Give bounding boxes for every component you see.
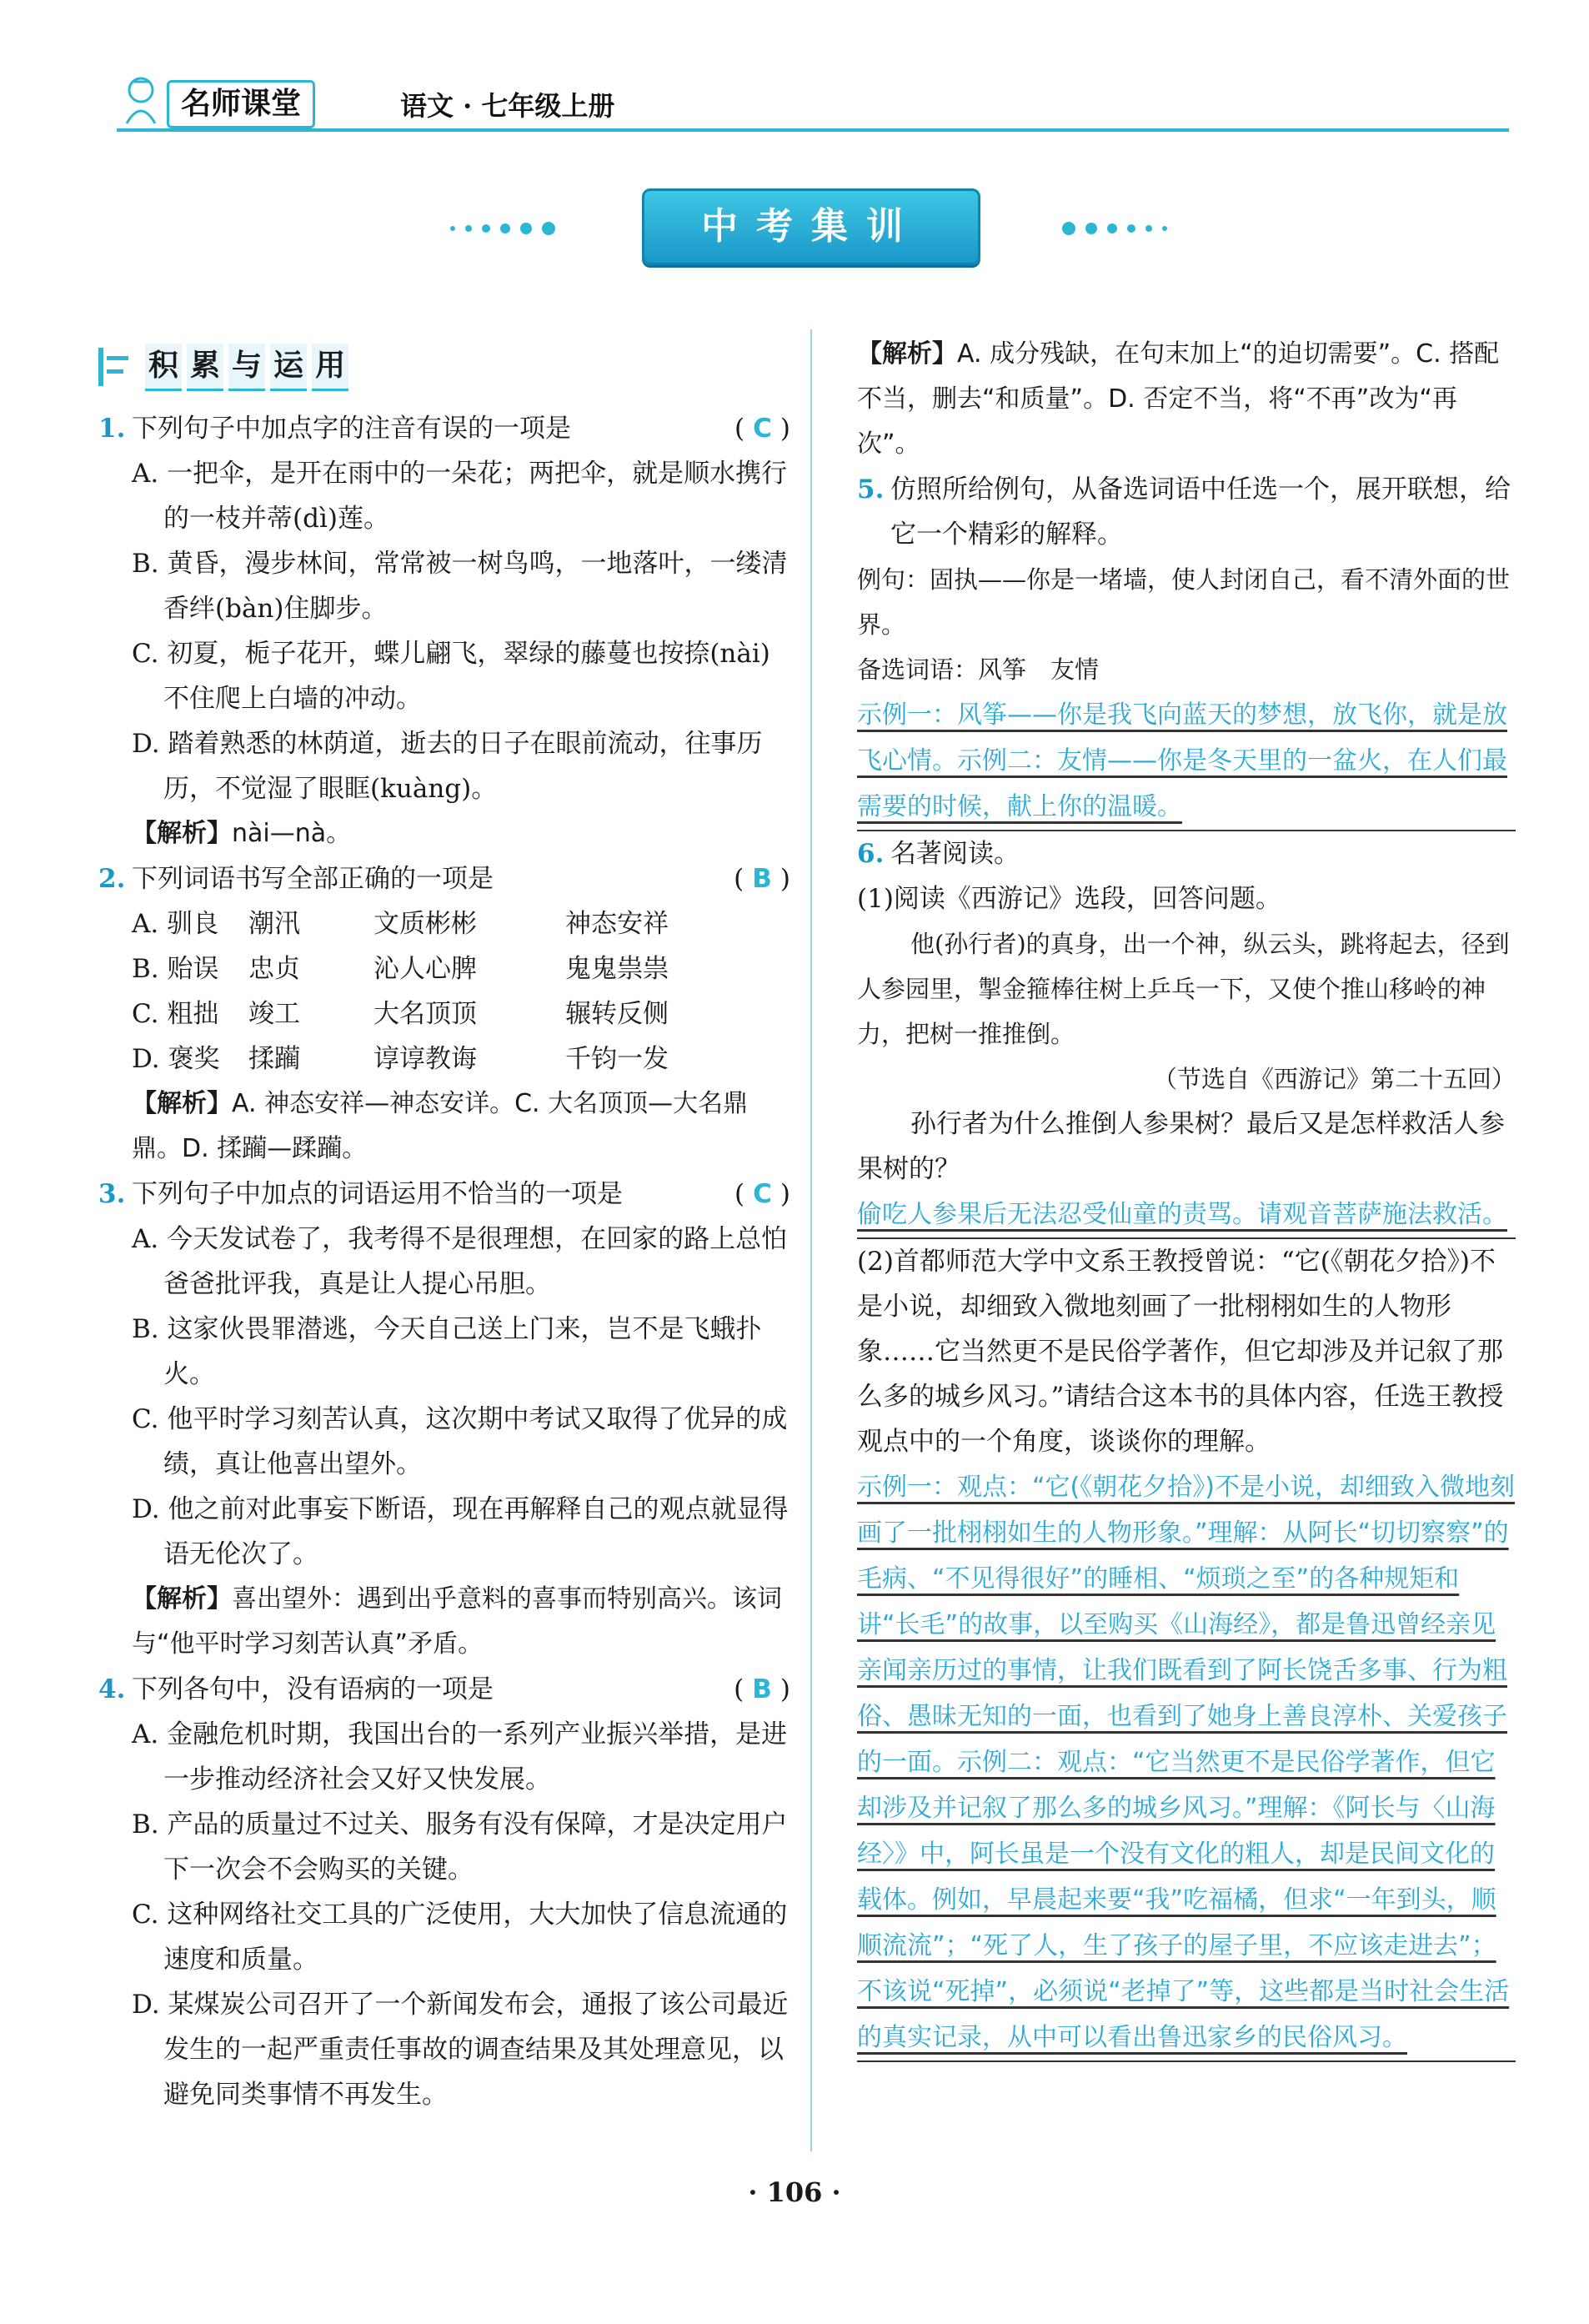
option: D. 他之前对此事妄下断语，现在再解释自己的观点就显得语无伦次了。 [132,1494,789,1569]
question-stem: 下列句子中加点字的注音有误的一项是 [132,414,571,444]
option: D. 踏着熟悉的林荫道，逝去的日子在眼前流动，往事历历，不觉湿了眼眶(kuàng)。 [132,729,763,804]
option: A. 一把伞，是开在雨中的一朵花；两把伞，就是顺水携行的一枝并蒂(dì)莲。 [132,459,788,534]
answer-text: 示例一：风筝——你是我飞向蓝天的梦想，放飞你，就是放飞心情。示例二：友情——你是冬天里的一盆火，在人们最需要的时候，献上你的温暖。 [857,700,1507,821]
section-char: 与 [228,344,265,391]
subject-title: 语文 · 七年级上册 [400,90,615,122]
question-number: 3. [98,1179,126,1209]
example-sentence: 例句：固执——你是一堵墙，使人封闭自己，看不清外面的世界。 [857,565,1511,639]
answer-letter: C [753,1179,772,1209]
question-number: 6. [857,839,885,869]
passage-question: 孙行者为什么推倒人参果树？最后又是怎样救活人参果树的？ [857,1109,1505,1184]
question-5 [857,467,1516,557]
section-banner [450,185,1167,269]
answer-slot: ( B ) [734,864,790,894]
answer-slot: ( B ) [734,1674,790,1704]
sub-question-2: (2)首都师范大学中文系王教授曾说：“它(《朝花夕拾》)不是小说，却细致入微地刻画了一批栩栩如生的人物形象……它当然更不是民俗学著作，但它却涉及并记叙了那么多的城乡风习。”请结合这本书的具体内容，任选王教授观点中的一个角度，谈谈你的理解。 [857,1247,1504,1457]
question-number: 2. [98,864,126,894]
section-char: 运 [270,344,307,391]
page-number: · 106 · [748,2176,841,2208]
left-column [98,338,790,2117]
question-3 [98,1172,790,1217]
question-stem: 下列句子中加点的词语运用不恰当的一项是 [132,1179,623,1209]
right-column [857,332,1516,2062]
option: C. 他平时学习刻苦认真，这次期中考试又取得了优异的成绩，真让他喜出望外。 [132,1404,788,1479]
option: A. 今天发试卷了，我考得不是很理想，在回家的路上总怕爸爸批评我，真是让人提心吊胆。 [132,1224,788,1299]
word-option-row: D. 褒奖 揉躏 谆谆教诲 千钧一发 [132,1044,669,1074]
analysis: 【解析】nài—nà。 [132,819,352,848]
question-6 [857,831,1516,876]
analysis: 【解析】A. 神态安祥—神态安详。C. 大名顶顶—大名鼎鼎。D. 揉躏—蹂躏。 [132,1089,749,1163]
section-char: 积 [145,344,182,391]
question-stem: 仿照所给例句，从备选词语中任选一个，展开联想，给它一个精彩的解释。 [890,474,1511,550]
answer-letter: B [752,1674,772,1704]
column-divider [810,329,812,2151]
header-rule [117,128,1509,132]
option: A. 金融危机时期，我国出台的一系列产业振兴举措，是进一步推动经济社会又好又快发展。 [132,1719,788,1794]
question-1 [98,406,790,451]
page-header [117,73,1509,132]
passage-source: （节选自《西游记》第二十五回） [1152,1065,1516,1093]
option: C. 这种网络社交工具的广泛使用，大大加快了信息流通的速度和质量。 [132,1900,788,1975]
answer-text: 偷吃人参果后无法忍受仙童的责骂。请观音菩萨施法救活。 [857,1200,1507,1229]
question-stem: 名著阅读。 [890,839,1020,869]
option: D. 某煤炭公司召开了一个新闻发布会，通报了该公司最近发生的一起严重责任事故的调查结果及其处理意见，以避免同类事情不再发生。 [132,1990,789,2110]
mascot-icon [117,73,165,125]
section-char: 累 [187,344,223,391]
question-number: 4. [98,1674,126,1704]
banner-title: 中考集训 [642,188,980,265]
answer-slot: ( C ) [734,414,790,444]
word-option-row: B. 贻误 忠贞 沁人心脾 鬼鬼祟祟 [132,954,669,984]
analysis: 【解析】A. 成分残缺，在句末加上“的迫切需要”。C. 搭配不当，删去“和质量”。D. 否定不当，将“不再”改为“再次”。 [857,339,1500,459]
option: B. 黄昏，漫步林间，常常被一树鸟鸣，一地落叶，一缕清香绊(bàn)住脚步。 [132,549,788,624]
banner-dots-left [450,222,555,235]
answer-slot: ( C ) [734,1179,790,1209]
brand-logo: 名师课堂 [167,80,315,128]
answer-letter: C [753,414,772,444]
question-stem: 下列各句中，没有语病的一项是 [132,1674,494,1704]
sub-question-1: (1)阅读《西游记》选段，回答问题。 [857,884,1281,914]
question-4 [98,1667,790,1712]
option: B. 这家伙畏罪潜逃，今天自己送上门来，岂不是飞蛾扑火。 [132,1314,762,1389]
option: B. 产品的质量过不过关、服务有没有保障，才是决定用户下一次会不会购买的关键。 [132,1810,788,1885]
word-option-row: A. 驯良 潮汛 文质彬彬 神态安祥 [132,909,669,939]
question-number: 1. [98,414,126,444]
answer-text: 示例一：观点：“它(《朝花夕拾》)不是小说，却细致入微地刻画了一批栩栩如生的人物形象。”理解：从阿长“切切察察”的毛病、“不见得很好”的睡相、“烦琐之至”的各种规矩和讲“长毛”的故事，以至购买《山海经》，都是鲁迅曾经亲见亲闻亲历过的事情，让我们既看到了阿长饶舌多事、行为粗俗、愚昧无知的一面，也看到了她身上善良淳朴、关爱孩子的一面。示例二：观点：“它当然更不是民俗学著作，但它却涉及并记叙了那么多的城乡风习。”理解：《阿长与〈山海经〉》中，阿长虽是一个没有文化的粗人，却是民间文化的载体。例如，早晨起来要“我”吃福橘，但求“一年到头，顺顺流流”；“死了人，生了孩子的屋子里，不应该走进去”；不该说“死掉”，必须说“老掉了”等，这些都是当时社会生活的真实记录，从中可以看出鲁迅家乡的民俗风习。 [857,1473,1515,2052]
answer-block [857,1464,1516,2062]
answer-block [857,1192,1516,1239]
analysis: 【解析】喜出望外：遇到出乎意料的喜事而特别高兴。该词与“他平时学习刻苦认真”矛盾。 [132,1584,782,1659]
answer-letter: B [752,864,772,894]
question-stem: 下列词语书写全部正确的一项是 [132,864,494,894]
candidate-words: 备选词语：风筝 友情 [857,655,1100,684]
banner-dots-right [1062,222,1167,235]
question-number: 5. [857,474,885,504]
word-option-row: C. 粗拙 竣工 大名顶顶 辗转反侧 [132,999,669,1029]
book-icon [98,348,132,386]
section-heading [98,338,790,396]
option: C. 初夏，栀子花开，蝶儿翩飞，翠绿的藤蔓也按捺(nài)不住爬上白墙的冲动。 [132,639,770,714]
section-char: 用 [312,344,348,391]
answer-block [857,692,1516,831]
question-2 [98,856,790,901]
reading-passage: 他(孙行者)的真身，出一个神，纵云头，跳将起去，径到人参园里，掣金箍棒往树上乒乓一下，又使个推山移岭的神力，把树一推推倒。 [857,930,1510,1048]
